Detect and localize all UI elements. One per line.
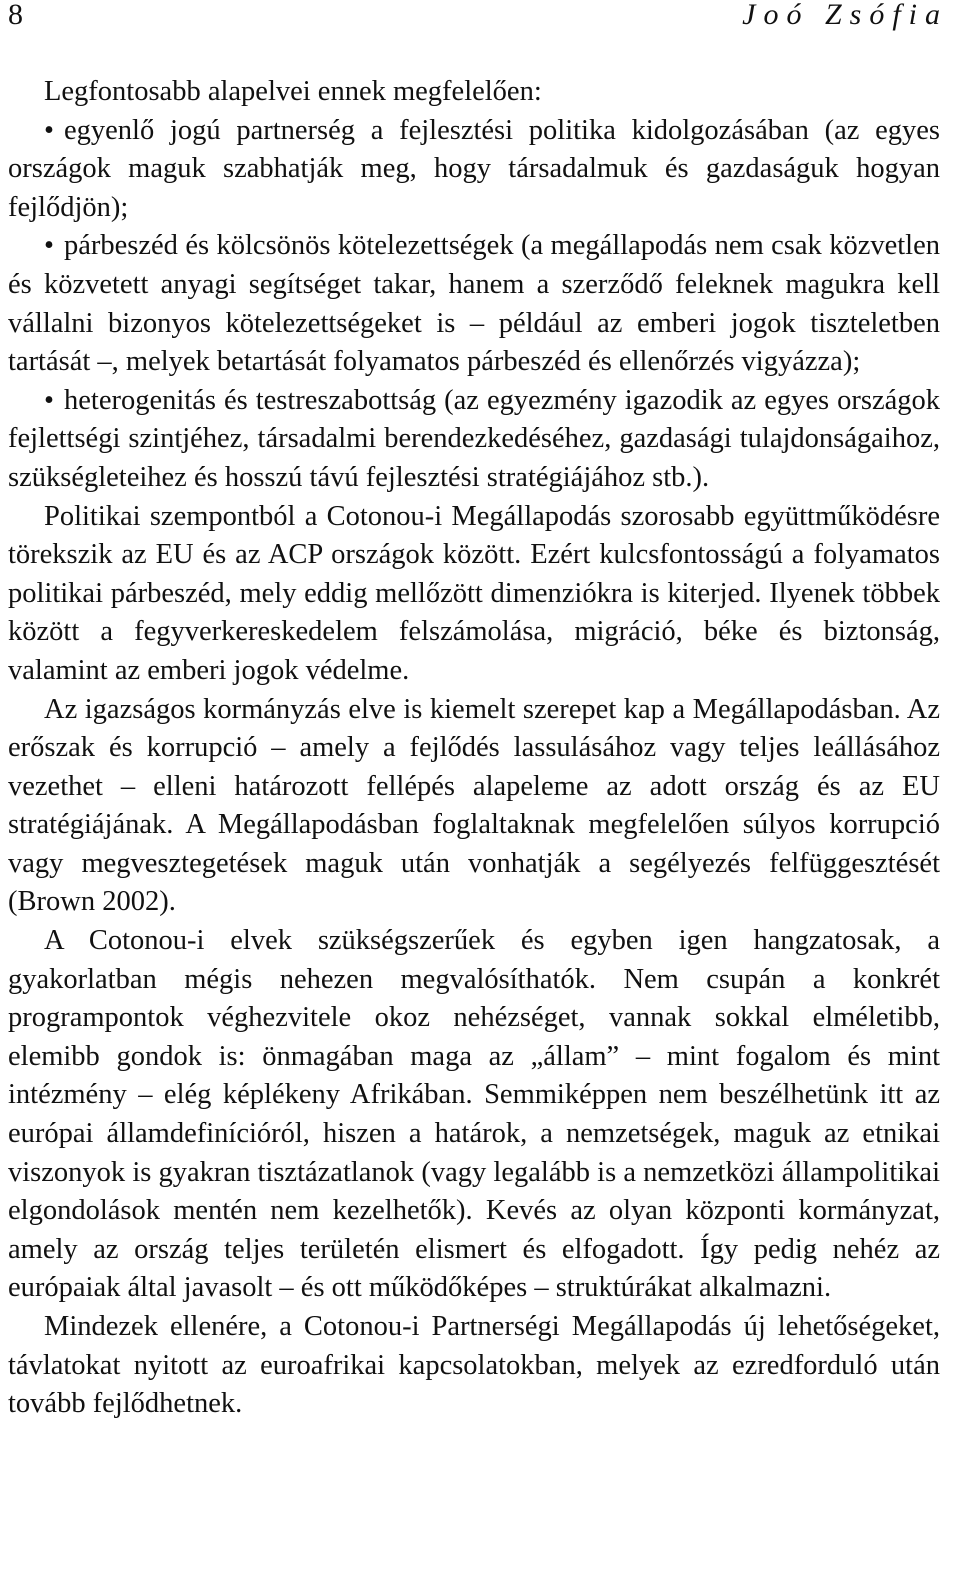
- paragraph-political: Politikai szempontból a Cotonou-i Megállapodás szorosabb együttműködésre törekszik az EU és az ACP országok között. Ezért kulcsfontosságú a folyamatos politikai párbeszéd, mely eddig mellőzött dimenziókra is kiterjed. Ilyenek többek között a fegyverkereskedelem felszámolása, migráció, béke és biztonság, valamint az emberi jogok védelme.: [8, 500, 940, 686]
- list-item-text: párbeszéd és kölcsönös kötelezettségek (a megállapodás nem csak közvetlen és közvetett anyagi segítséget takar, hanem a szerződő feleknek magukra kell vállalni bizonyos kötelezettségeket is – például az emberi jogok tiszteletben tartását –, melyek betartását folyamatos párbeszéd és ellenőrzés vigyázza);: [8, 230, 940, 378]
- bullet-icon: •: [44, 384, 54, 416]
- page-number: 8: [8, 0, 23, 31]
- list-item: [8, 112, 940, 228]
- list-item: [8, 227, 940, 381]
- list-item-text: egyenlő jogú partnerség a fejlesztési politika kidolgozásában (az egyes országok maguk szabhatják meg, hogy társadalmuk és gazdaságuk hogyan fejlődjön);: [8, 114, 940, 223]
- bullet-icon: •: [44, 230, 54, 262]
- bullet-icon: •: [44, 114, 54, 146]
- page-header: [8, 0, 948, 40]
- list-item-text: heterogenitás és testreszabottság (az egyezmény igazodik az egyes országok fejlettségi szintjéhez, társadalmi berendezkedéséhez, gazdasági tulajdonságaihoz, szükségleteihez és hosszú távú fejlesztési stratégiájához stb.).: [8, 384, 940, 493]
- paragraph-conclusion: Mindezek ellenére, a Cotonou-i Partnerségi Megállapodás új lehetőségeket, távlatokat nyitott az euroafrikai kapcsolatokban, melyek az ezredforduló után tovább fejlődhetnek.: [8, 1311, 940, 1420]
- running-head-author: Joó Zsófia: [742, 0, 948, 31]
- paragraph-cotonou-principles: A Cotonou-i elvek szükségszerűek és egyben igen hangzatosak, a gyakorlatban mégis nehezen megvalósíthatók. Nem csupán a konkrét programpontok véghezvitele okoz nehézséget, vannak sokkal elméletibb, elemibb gondok is: önmagában maga az „állam” – mint fogalom és mint intézmény – elég képlékeny Afrikában. Semmiképpen nem beszélhetünk itt az európai államdefinícióról, hiszen a határok, a nemzetségek, maguk az etnikai viszonyok is gyakran tisztázatlanok (vagy legalább is a nemzetközi állampolitikai elgondolások mentén nem kezelhetők). Kevés az olyan központi kormányzat, amely az ország teljes területén elismert és elfogadott. Így pedig nehéz az európaiak által javasolt – és ott működőképes – struktúrákat alkalmazni.: [8, 925, 940, 1304]
- body-text: [8, 73, 940, 1424]
- paragraph-governance: Az igazságos kormányzás elve is kiemelt szerepet kap a Megállapodásban. Az erőszak és korrupció – amely a fejlődés lassulásához vagy teljes leállásához vezethet – elleni határozott fellépés alapeleme az adott ország és az EU stratégiájának. A Megállapodásban foglaltaknak megfelelően súlyos korrupció vagy megvesztegetések maguk után vonhatják a segélyezés felfüggesztését (Brown 2002).: [8, 693, 940, 918]
- list-item: [8, 382, 940, 498]
- intro-paragraph: Legfontosabb alapelvei ennek megfelelően:: [44, 76, 542, 107]
